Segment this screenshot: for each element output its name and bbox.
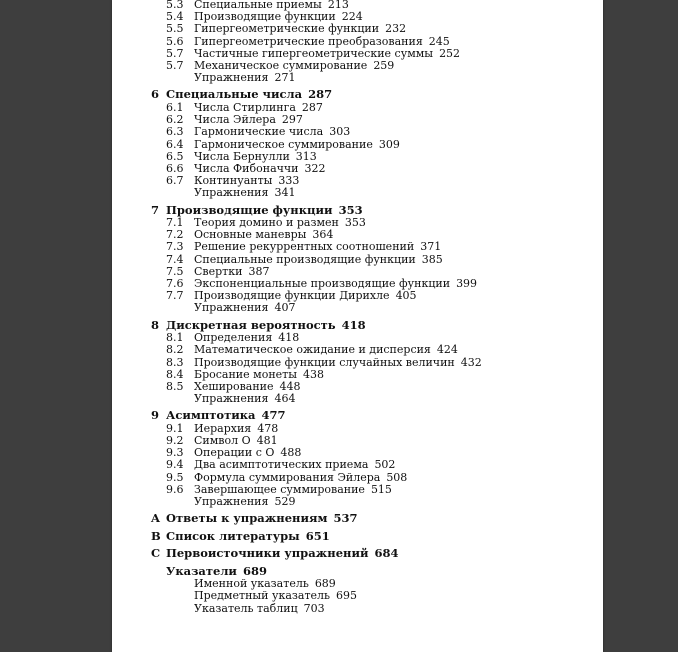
toc-title-text: Упражнения (194, 71, 269, 85)
toc-number: 7.3 (166, 240, 184, 254)
toc-page-number: 529 (274, 495, 296, 508)
toc-number: 6.2 (166, 113, 184, 127)
toc-entry-title (194, 392, 295, 406)
toc-title-text: Числа Бернулли (194, 149, 290, 163)
toc-number: 8.3 (166, 355, 184, 369)
toc-title-text: Бросание монеты (194, 367, 297, 381)
toc-entry-title (166, 529, 330, 543)
toc-entry-title (194, 602, 325, 616)
toc-number: 9 (151, 408, 160, 423)
toc-number: 5.7 (166, 46, 184, 60)
toc-page-number: 424 (436, 343, 458, 357)
toc-title-text: Упражнения (194, 392, 269, 406)
toc-title-text: Гармоническое суммирование (194, 137, 373, 151)
toc-number: 7.5 (166, 264, 184, 278)
toc-number: 5.7 (166, 59, 184, 72)
toc-title-text: Гипергеометрические преобразования (194, 34, 423, 48)
toc-title-text: Указатели (166, 563, 237, 578)
toc-number: 7.4 (166, 252, 184, 266)
toc-entry-title (166, 511, 357, 525)
toc-page-number: 537 (333, 511, 358, 526)
toc-page-number: 333 (278, 174, 300, 188)
toc-page-number: 232 (385, 22, 407, 36)
toc-entry-title (166, 87, 332, 101)
toc-page-number: 418 (278, 331, 300, 345)
toc-number: 5.4 (166, 10, 184, 24)
toc-entry-title (166, 546, 399, 560)
toc-page-number: 481 (256, 434, 278, 447)
toc-page-number: 689 (314, 577, 336, 591)
toc-title-text: Механическое суммирование (194, 59, 368, 72)
toc-number: 9.4 (166, 458, 184, 472)
toc-title-text: Гипергеометрические функции (194, 22, 380, 36)
toc-title-text: Упражнения (194, 495, 269, 508)
toc-title-text: Производящие функции Дирихле (194, 289, 390, 303)
toc-title-text: Завершающее суммирование (194, 482, 365, 496)
toc-page-number: 287 (308, 87, 333, 102)
toc-page-number: 478 (257, 421, 279, 435)
toc-number: 9.3 (166, 446, 184, 460)
toc-page-number: 271 (274, 71, 296, 85)
toc-title-text: Список литературы (166, 528, 300, 543)
toc-page-number: 695 (336, 589, 358, 603)
toc-title-text: Основные маневры (194, 228, 307, 242)
toc-page-number: 353 (344, 216, 366, 229)
toc-title-text: Асимптотика (166, 408, 256, 423)
toc-number: 5.3 (166, 0, 184, 11)
toc-number: 8.4 (166, 367, 184, 381)
toc-title-text: Два асимптотических приема (194, 458, 369, 472)
toc-number: C (151, 546, 161, 561)
toc-page-number: 515 (370, 482, 392, 496)
toc-number: 6.6 (166, 161, 184, 175)
document-page (112, 0, 603, 652)
toc-title-text: Иерархия (194, 421, 252, 435)
toc-number: 6 (151, 87, 160, 102)
toc-page-number: 651 (305, 528, 330, 543)
toc-page-number: 405 (395, 289, 417, 303)
toc-page-number: 303 (329, 125, 351, 139)
toc-page-number: 287 (301, 100, 323, 114)
toc-title-text: Хеширование (194, 379, 274, 393)
toc-number: 8.1 (166, 331, 184, 345)
toc-number: 6.1 (166, 100, 184, 114)
toc-number: 8.5 (166, 379, 184, 393)
toc-title-text: Числа Стирлинга (194, 100, 296, 114)
toc-number: 9.1 (166, 421, 184, 435)
toc-title-text: Упражнения (194, 301, 269, 315)
toc-title-text: Решение рекуррентных соотношений (194, 240, 415, 254)
toc-page-number: 259 (373, 59, 395, 72)
toc-entry-title (166, 318, 366, 332)
toc-entry-title (166, 203, 363, 217)
toc-entry-title (194, 186, 295, 200)
toc-title-text: Частичные гипергеометрические суммы (194, 46, 434, 60)
toc-number: 7 (151, 202, 160, 217)
toc-number: 8 (151, 317, 160, 332)
toc-page-number: 387 (248, 264, 270, 278)
toc-title-text: Упражнения (194, 186, 269, 200)
toc-title-text: Специальные производящие функции (194, 252, 416, 266)
toc-number: 6.7 (166, 174, 184, 188)
toc-title-text: Символ О (194, 434, 251, 447)
toc-title-text: Производящие функции случайных величин (194, 355, 455, 369)
toc-page-number: 353 (338, 202, 363, 217)
toc-page-number: 322 (304, 161, 326, 175)
toc-title-text: Первоисточники упражнений (166, 546, 369, 561)
toc-title-text: Дискретная вероятность (166, 317, 336, 332)
toc-page-number: 464 (274, 392, 296, 406)
toc-title-text: Числа Фибоначчи (194, 161, 299, 175)
toc-title-text: Экспоненциальные производящие функции (194, 277, 451, 290)
toc-number: 5.6 (166, 34, 184, 48)
toc-page-number: 703 (303, 601, 325, 615)
toc-page-number: 684 (374, 546, 399, 561)
toc-page-number: 438 (303, 367, 324, 381)
toc-title-text: Числа Эйлера (194, 113, 276, 127)
toc-number: 6.3 (166, 125, 184, 139)
toc-page-number: 508 (386, 470, 408, 484)
toc-page-number: 213 (327, 0, 349, 11)
toc-number: 5.5 (166, 22, 184, 36)
toc-page-number: 297 (281, 113, 303, 127)
toc-title-text: Указатель таблиц (194, 601, 298, 615)
toc-page-number: 689 (242, 563, 267, 578)
toc-number: 7.6 (166, 277, 184, 290)
toc-page-number: 364 (312, 228, 334, 242)
toc-title-text: Математическое ожидание и дисперсия (194, 343, 431, 357)
toc-page-number: 432 (460, 355, 482, 369)
toc-entry-title (194, 301, 295, 315)
toc-number: B (151, 528, 161, 543)
toc-title-text: Теория домино и размен (194, 216, 339, 229)
toc-title-text: Свертки (194, 264, 243, 278)
toc-page-number: 502 (374, 458, 396, 472)
toc-page-number: 309 (378, 137, 400, 151)
toc-page-number: 252 (439, 46, 461, 60)
toc-page-number: 224 (341, 10, 363, 24)
toc-entry-title (194, 495, 295, 509)
toc-title-text: Ответы к упражнениям (166, 511, 328, 526)
toc-page-number: 245 (428, 34, 450, 48)
toc-title-text: Формула суммирования Эйлера (194, 470, 381, 484)
toc-number: 7.7 (166, 289, 184, 303)
toc-title-text: Определения (194, 331, 273, 345)
toc-title-text: Континуанты (194, 174, 273, 188)
toc-page-number: 488 (280, 446, 302, 460)
toc-title-text: Производящие функции (166, 202, 333, 217)
toc-title-text: Предметный указатель (194, 589, 331, 603)
toc-number: 8.2 (166, 343, 184, 357)
toc-entry-title (166, 564, 267, 578)
toc-title-text: Именной указатель (194, 577, 309, 591)
toc-page-number: 371 (420, 240, 442, 254)
toc-page-number: 313 (295, 149, 317, 163)
toc-page-number: 341 (274, 186, 296, 200)
toc-title-text: Гармонические числа (194, 125, 324, 139)
toc-page-number: 448 (279, 379, 301, 393)
toc-entry-title (194, 71, 295, 85)
toc-page-number: 385 (421, 252, 443, 266)
toc-title-text: Специальные приемы (194, 0, 322, 11)
toc-title-text: Операции с О (194, 446, 275, 460)
toc-title-text: Производящие функции (194, 10, 336, 24)
toc-number: 9.2 (166, 434, 184, 447)
toc-number: 6.4 (166, 137, 184, 151)
toc-page-number: 418 (341, 317, 366, 332)
toc-number: 7.1 (166, 216, 184, 229)
toc-title-text: Специальные числа (166, 87, 303, 102)
toc-page-number: 399 (456, 277, 478, 290)
toc-number: 9.5 (166, 470, 184, 484)
toc-number: 7.2 (166, 228, 184, 242)
toc-number: 6.5 (166, 149, 184, 163)
table-of-contents (112, 0, 603, 652)
toc-number: 9.6 (166, 482, 184, 496)
toc-number: A (151, 511, 160, 526)
toc-page-number: 477 (261, 408, 286, 423)
toc-entry-title (166, 408, 286, 422)
toc-page-number: 407 (274, 301, 296, 315)
